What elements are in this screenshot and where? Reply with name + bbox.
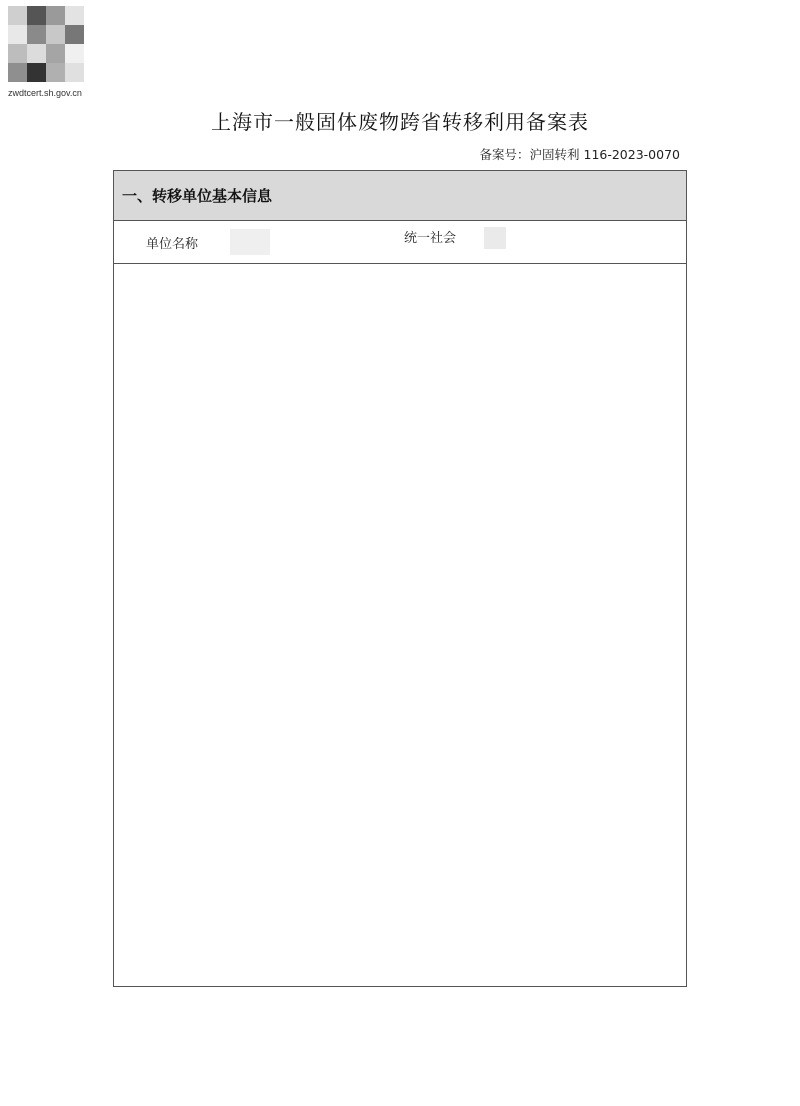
unit-name-label: 单位名称 xyxy=(146,236,199,252)
filing-form xyxy=(113,170,687,987)
credit-code-label: 统一社会 xyxy=(404,231,457,246)
redacted-unit-name xyxy=(230,229,270,255)
redacted-credit-code xyxy=(484,227,506,249)
page-title: 上海市一般固体废物跨省转移利用备案表 xyxy=(211,110,589,134)
section-1-heading: 一、转移单位基本信息 xyxy=(114,171,686,221)
qr-code xyxy=(8,6,84,86)
site-url: zwdtcert.sh.gov.cn xyxy=(8,88,82,98)
filing-number: 备案号：沪固转利 116-2023-0070 xyxy=(479,147,680,162)
unit-name-row xyxy=(114,221,686,264)
